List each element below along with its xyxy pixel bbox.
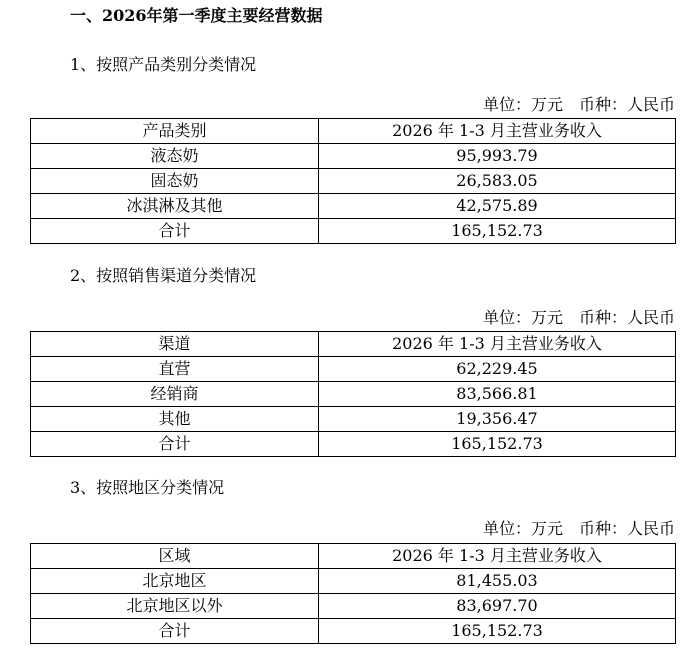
row-label: 固态奶 (31, 169, 319, 194)
row-value: 83,566.81 (319, 382, 676, 407)
product-category-table (30, 118, 676, 244)
row-label: 冰淇淋及其他 (31, 194, 319, 219)
region-table (30, 543, 676, 644)
row-label: 合计 (31, 619, 319, 644)
row-value: 95,993.79 (319, 144, 676, 169)
row-label: 北京地区 (31, 569, 319, 594)
column-header: 产品类别 (31, 119, 319, 144)
row-value: 26,583.05 (319, 169, 676, 194)
table-row (31, 357, 676, 382)
unit-line-product: 单位：万元 币种：人民币 (482, 95, 675, 114)
unit-line-channel: 单位：万元 币种：人民币 (482, 308, 675, 327)
table-row-total (31, 219, 676, 244)
table-row (31, 569, 676, 594)
table-row-total (31, 432, 676, 457)
section-heading-channel: 2、按照销售渠道分类情况 (70, 266, 257, 285)
row-value: 42,575.89 (319, 194, 676, 219)
main-title: 一、2026年第一季度主要经营数据 (70, 6, 323, 25)
column-header: 区域 (31, 544, 319, 569)
column-header: 2026 年 1-3 月主营业务收入 (319, 332, 676, 357)
row-label: 液态奶 (31, 144, 319, 169)
column-header: 渠道 (31, 332, 319, 357)
row-label: 北京地区以外 (31, 594, 319, 619)
table-row (31, 407, 676, 432)
row-label: 合计 (31, 432, 319, 457)
row-label: 经销商 (31, 382, 319, 407)
table-row (31, 169, 676, 194)
section-heading-product: 1、按照产品类别分类情况 (70, 55, 257, 74)
row-value: 62,229.45 (319, 357, 676, 382)
row-value: 165,152.73 (319, 219, 676, 244)
row-label: 直营 (31, 357, 319, 382)
table-row (31, 194, 676, 219)
row-value: 83,697.70 (319, 594, 676, 619)
column-header: 2026 年 1-3 月主营业务收入 (319, 119, 676, 144)
table-row (31, 382, 676, 407)
unit-line-region: 单位：万元 币种：人民币 (482, 519, 675, 538)
table-row (31, 594, 676, 619)
column-header: 2026 年 1-3 月主营业务收入 (319, 544, 676, 569)
table-header-row (31, 544, 676, 569)
row-value: 81,455.03 (319, 569, 676, 594)
table-row-total (31, 619, 676, 644)
section-heading-region: 3、按照地区分类情况 (70, 478, 225, 497)
table-row (31, 144, 676, 169)
row-value: 19,356.47 (319, 407, 676, 432)
table-header-row (31, 119, 676, 144)
table-header-row (31, 332, 676, 357)
row-label: 合计 (31, 219, 319, 244)
row-label: 其他 (31, 407, 319, 432)
row-value: 165,152.73 (319, 432, 676, 457)
sales-channel-table (30, 331, 676, 457)
row-value: 165,152.73 (319, 619, 676, 644)
